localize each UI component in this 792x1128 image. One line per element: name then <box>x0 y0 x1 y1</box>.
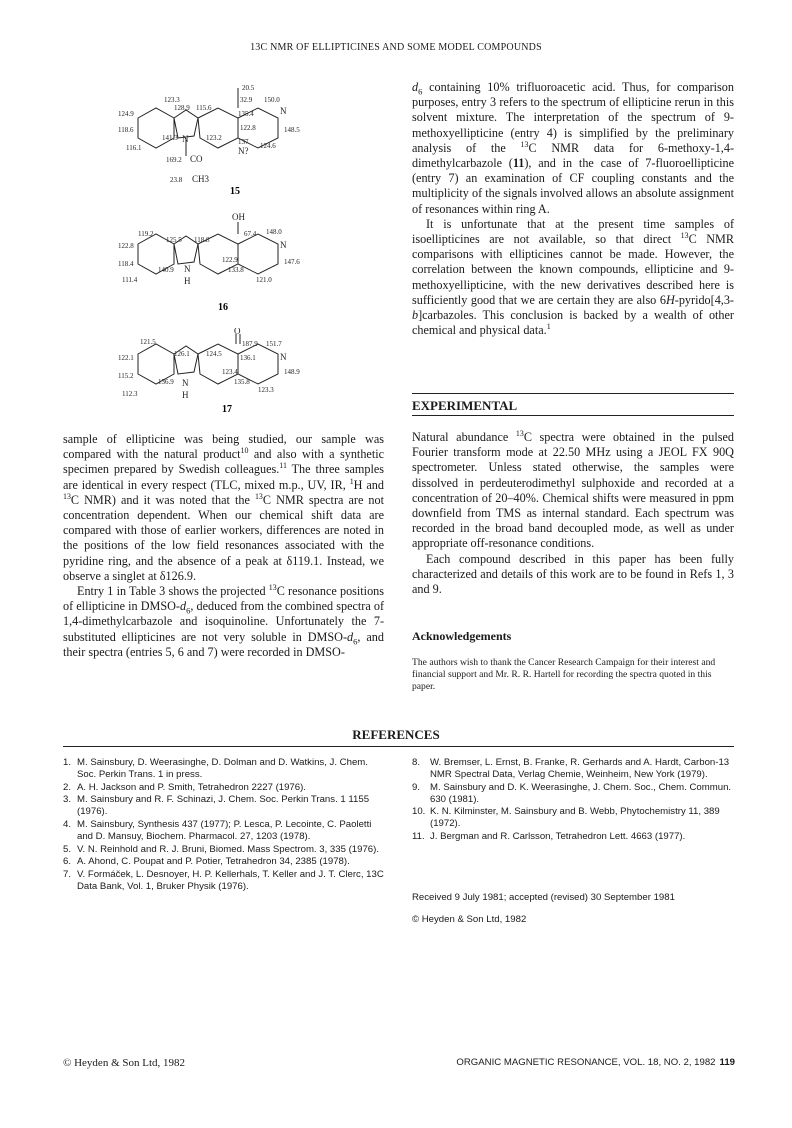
running-header: 13C NMR OF ELLIPTICINES AND SOME MODEL COMPOUNDS <box>250 42 542 53</box>
shift-label: 123.3 <box>164 96 180 104</box>
structure-17 <box>118 328 318 418</box>
section-rule <box>63 746 734 747</box>
svg-text:CH3: CH3 <box>192 174 210 184</box>
reference-item: 11. J. Bergman and R. Carlsson, Tetrahedron Lett. 4663 (1977). <box>412 831 686 843</box>
svg-text:N: N <box>280 106 287 116</box>
svg-text:O: O <box>234 328 241 336</box>
paragraph: Each compound described in this paper has been fully characterized and details of this work are to be found in Refs 1, 3 and 9. <box>412 551 734 597</box>
svg-text:119.2: 119.2 <box>138 230 154 238</box>
svg-text:118.6: 118.6 <box>118 126 134 134</box>
svg-text:137: 137 <box>238 138 249 146</box>
footer-copyright: © Heyden & Son Ltd, 1982 <box>63 1057 186 1069</box>
svg-text:136.9: 136.9 <box>158 378 174 386</box>
svg-text:124.5: 124.5 <box>206 350 222 358</box>
body-left-column <box>63 432 384 660</box>
reference-item: 4. M. Sainsbury, Synthesis 437 (1977); P. Lesca, P. Lecointe, C. Paoletti and D. Mansuy, Biochem. Pharmacol. 27, 1203 (1978). <box>63 818 372 843</box>
svg-text:20.5: 20.5 <box>242 84 255 92</box>
svg-text:N: N <box>182 134 189 144</box>
references-left <box>63 757 385 894</box>
svg-text:H: H <box>184 276 191 286</box>
reference-item: 9. M. Sainsbury and D. K. Weerasinghe, J. Chem. Soc., Chem. Commun. 630 (1981). <box>412 781 732 805</box>
reference-item: 10. K. N. Kilminster, M. Sainsbury and B. Webb, Phytochemistry 11, 389 (1972). <box>412 806 720 830</box>
svg-text:125.5: 125.5 <box>166 236 182 244</box>
structure-16 <box>118 210 318 320</box>
reference-item: 7. V. Formáček, L. Desnoyer, H. P. Kellerhals, T. Keller and J. T. Clerc, 13C Data Bank, Vol. 1, Bruker Physik (1976). <box>63 868 384 892</box>
svg-text:112.3: 112.3 <box>122 390 138 398</box>
received-dates: Received 9 July 1981; accepted (revised) 30 September 1981 <box>412 892 675 903</box>
structure-label: 16 <box>218 302 228 313</box>
svg-text:H: H <box>182 390 189 400</box>
svg-text:140.9: 140.9 <box>158 266 174 274</box>
svg-text:136.1: 136.1 <box>240 354 256 362</box>
svg-text:133.8: 133.8 <box>228 266 244 274</box>
svg-text:111.4: 111.4 <box>122 276 138 284</box>
svg-text:151.7: 151.7 <box>266 340 282 348</box>
reference-item: 1. M. Sainsbury, D. Weerasinghe, D. Dolman and D. Watkins, J. Chem. Soc. Perkin Trans. 1 in press. <box>63 757 368 781</box>
svg-text:124.9: 124.9 <box>118 110 134 118</box>
experimental-text <box>412 430 734 597</box>
svg-text:147.6: 147.6 <box>284 258 300 266</box>
reference-item: 3. M. Sainsbury and R. F. Schinazi, J. Chem. Soc. Perkin Trans. 1 1155 (1976). <box>63 794 370 818</box>
footer-journal: ORGANIC MAGNETIC RESONANCE, VOL. 18, NO. 2, 1982 119 <box>456 1057 735 1068</box>
references-heading: REFERENCES <box>352 727 440 742</box>
svg-text:67.4: 67.4 <box>244 230 257 238</box>
svg-text:123.3: 123.3 <box>258 386 274 394</box>
structure-15 <box>118 80 318 195</box>
svg-text:121.0: 121.0 <box>256 276 272 284</box>
page-number: 119 <box>719 1057 735 1068</box>
paragraph: It is unfortunate that at the present time samples of isoellipticines are not available, so that direct $^{13}$C NMR comparisons with ellipticines cannot be made. However, the correlation between the known compounds, ellipticine and 9-methoxyellipticine, with the new derivatives described here is sufficiently good that we are certain they are also 6H-pyrido[4,3-b]carbazoles. This conclusion is backed by a wealth of other chemical and physical data.$^1$ <box>412 216 734 338</box>
svg-text:150.0: 150.0 <box>264 96 280 104</box>
reference-item: 8. W. Bremser, L. Ernst, B. Franke, R. Gerhards and A. Hardt, Carbon-13 NMR Spectral Data, Verlag Chemie, Weinheim, New York (1979). <box>412 757 730 781</box>
svg-text:CO: CO <box>190 154 203 164</box>
acknowledgements-heading: Acknowledgements <box>412 629 512 643</box>
svg-text:128.9: 128.9 <box>174 104 190 112</box>
svg-text:122.8: 122.8 <box>240 124 256 132</box>
svg-text:122.8: 122.8 <box>118 242 134 250</box>
svg-text:N: N <box>280 240 287 250</box>
structure-label: 15 <box>230 186 240 195</box>
svg-text:141.3: 141.3 <box>162 134 178 142</box>
svg-text:148.9: 148.9 <box>284 368 300 376</box>
reference-item: 5. V. N. Reinhold and R. J. Bruni, Biomed. Mass Spectrom. 3, 335 (1976). <box>63 843 379 855</box>
svg-text:116.1: 116.1 <box>126 144 142 152</box>
svg-text:123.2: 123.2 <box>206 134 222 142</box>
svg-text:121.5: 121.5 <box>140 338 156 346</box>
svg-text:135.8: 135.8 <box>234 378 250 386</box>
svg-text:126.1: 126.1 <box>174 350 190 358</box>
svg-text:N: N <box>184 264 191 274</box>
reference-item: 2. A. H. Jackson and P. Smith, Tetrahedron 2227 (1976). <box>63 781 306 793</box>
svg-text:32.9: 32.9 <box>240 96 253 104</box>
section-rule <box>412 415 734 416</box>
paragraph: Entry 1 in Table 3 shows the projected $^{13}$C resonance positions of ellipticine in DMSO-$d_6$, deduced from the combined spectra of 1,4-dimethylcarbazole and isoquinoline. Unfortunately the 7-substituted ellipticines are not very soluble in DMSO-$d_6$, and their spectra (entries 5, 6 and 7) were recorded in DMSO- <box>63 582 385 659</box>
svg-text:122.1: 122.1 <box>118 354 134 362</box>
svg-text:169.2: 169.2 <box>166 156 182 164</box>
svg-text:115.6: 115.6 <box>196 104 212 112</box>
references-right <box>412 757 734 844</box>
svg-text:122.9: 122.9 <box>222 256 238 264</box>
svg-text:OH: OH <box>232 212 245 222</box>
section-rule <box>412 393 734 394</box>
svg-text:124.6: 124.6 <box>260 142 276 150</box>
experimental-heading: EXPERIMENTAL <box>412 398 518 413</box>
svg-text:N: N <box>182 378 189 388</box>
paragraph: Natural abundance $^{13}$C spectra were obtained in the pulsed Fourier transform mode at 22.50 MHz using a JEOL FX 90Q spectrometer. Unless stated otherwise, the samples were dissolved in perdeuterodimethyl sulphoxide and recorded at a concentration of 20–40%. Chemical shifts were measured in ppm downfield from TMS as internal standard. Each spectrum was recorded in the broad band decoupled mode, as well as under appropriate off-resonance conditions. <box>412 428 734 551</box>
article-copyright: © Heyden & Son Ltd, 1982 <box>412 914 527 925</box>
svg-text:187.9: 187.9 <box>242 340 258 348</box>
paragraph: sample of ellipticine was being studied, our sample was compared with the natural product$^{10}$ and also with a synthetic specimen prepared by Swedish colleagues.$^{11}$ The three samples are identical in every respect (TLC, mixed m.p., UV, IR, $^1$H and $^{13}$C NMR) and it was noted that the $^{13}$C NMR spectra are not concentration dependent. When our chemical shift data are compared with those of earlier workers, differences are noted in the positions of the low field resonances associated with the pyridine ring, and the absence of a peak at δ119.1. Instead, we observe a singlet at δ126.9. <box>63 432 385 583</box>
svg-text:N: N <box>280 352 287 362</box>
reference-item: 6. A. Ahond, C. Poupat and P. Potier, Tetrahedron 34, 2385 (1978). <box>63 856 350 868</box>
svg-text:148.0: 148.0 <box>266 228 282 236</box>
svg-text:118.8: 118.8 <box>194 236 210 244</box>
svg-text:148.5: 148.5 <box>284 126 300 134</box>
svg-text:23.8: 23.8 <box>170 176 183 184</box>
acknowledgements-text: The authors wish to thank the Cancer Research Campaign for their interest and financial support and Mr. R. R. Hartell for recording the spectra quoted in this paper. <box>412 657 716 693</box>
structure-label: 17 <box>222 404 232 415</box>
svg-text:123.4: 123.4 <box>222 368 238 376</box>
svg-text:115.2: 115.2 <box>118 372 134 380</box>
paragraph: $d_6$ containing 10% trifluoroacetic acid. Thus, for comparison purposes, entry 3 refers to the spectrum of ellipticine rerun in this solvent mixture. The interpretation of the spectrum of 9-methoxyellipticine (entry 4) is simplified by the preliminary analysis of the $^{13}$C NMR data for 6-methoxy-1,4-dimethylcarbazole (11), and in the case of 7-fluoroellipticine (entry 7) an examination of CF coupling constants and the multiplicity of the signals involved allows an absolute assignment of resonances within ring A. <box>412 80 735 216</box>
svg-text:135.4: 135.4 <box>238 110 254 118</box>
svg-text:N?: N? <box>238 146 249 156</box>
body-right-column <box>412 80 734 338</box>
svg-text:118.4: 118.4 <box>118 260 134 268</box>
